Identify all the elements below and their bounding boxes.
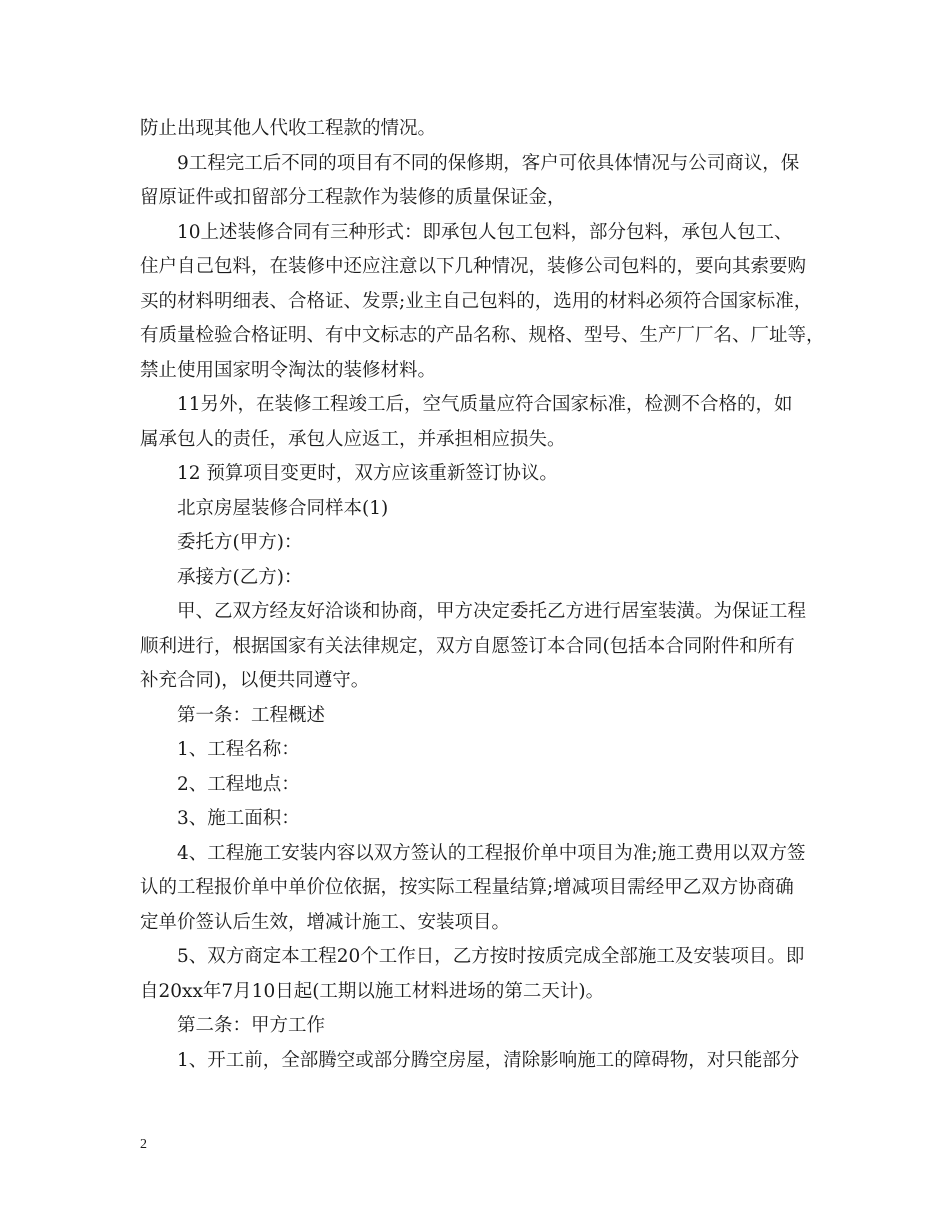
text-line: 禁止使用国家明令淘汰的装修材料。 bbox=[140, 359, 437, 381]
section-heading: 北京房屋装修合同样本(1) bbox=[177, 497, 389, 519]
text-line: 防止出现其他人代收工程款的情况。 bbox=[140, 118, 437, 139]
text-line: 定单价签认后生效，增减计施工、安装项目。 bbox=[140, 911, 511, 933]
text-line: 住户自己包料，在装修中还应注意以下几种情况，装修公司包料的，要向其索要购 bbox=[140, 256, 807, 277]
text-line: 10上述装修合同有三种形式：即承包人包工包料，部分包料，承包人包工、 bbox=[177, 221, 793, 243]
text-line: 自20xx年7月10日起(工期以施工材料进场的第二天计)。 bbox=[140, 980, 605, 1002]
text-line: 委托方(甲方)： bbox=[177, 532, 303, 553]
body-text bbox=[140, 112, 825, 1078]
text-line: 买的材料明细表、合格证、发票;业主自己包料的，选用的材料必须符合国家标准， bbox=[140, 290, 813, 312]
text-line: 4、工程施工安装内容以双方签认的工程报价单中项目为准;施工费用以双方签 bbox=[177, 842, 806, 864]
text-line: 补充合同)，以便共同遵守。 bbox=[140, 670, 370, 691]
text-line: 11另外，在装修工程竣工后，空气质量应符合国家标准，检测不合格的，如 bbox=[177, 394, 793, 415]
text-line: 顺利进行，根据国家有关法律规定，双方自愿签订本合同(包括本合同附件和所有 bbox=[140, 635, 795, 657]
article-heading: 第二条：甲方工作 bbox=[177, 1015, 326, 1036]
text-line: 2、工程地点： bbox=[177, 773, 300, 795]
text-line: 属承包人的责任，承包人应返工，并承担相应损失。 bbox=[140, 428, 566, 450]
text-line: 12 预算项目变更时，双方应该重新签订协议。 bbox=[177, 463, 558, 484]
text-line: 甲、乙双方经友好洽谈和协商，甲方决定委托乙方进行居室装潢。为保证工程 bbox=[177, 601, 807, 622]
page-number: 2 bbox=[140, 1137, 147, 1152]
text-line: 留原证件或扣留部分工程款作为装修的质量保证金， bbox=[140, 187, 566, 208]
text-line: 1、工程名称： bbox=[177, 739, 300, 760]
article-heading: 第一条：工程概述 bbox=[177, 704, 326, 726]
text-line: 5、双方商定本工程20个工作日，乙方按时按质完成全部施工及安装项目。即 bbox=[177, 946, 805, 967]
text-line: 承接方(乙方)： bbox=[177, 566, 303, 588]
text-line: 3、施工面积： bbox=[177, 808, 300, 829]
text-line: 1、开工前，全部腾空或部分腾空房屋，清除影响施工的障碍物，对只能部分 bbox=[177, 1049, 800, 1071]
text-line: 认的工程报价单中单价位依据，按实际工程量结算;增减项目需经甲乙双方协商确 bbox=[140, 877, 794, 898]
text-line: 9工程完工后不同的项目有不同的保修期，客户可依具体情况与公司商议，保 bbox=[177, 152, 800, 174]
text-line: 有质量检验合格证明、有中文标志的产品名称、规格、型号、生产厂厂名、厂址等， bbox=[140, 325, 825, 346]
